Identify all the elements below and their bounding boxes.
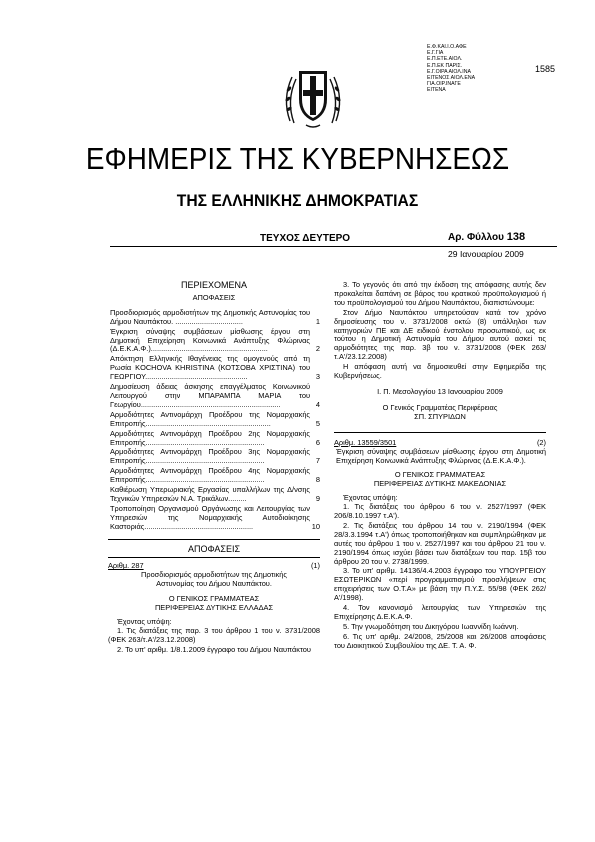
decision2-number: Αριθμ. 13559/3501 bbox=[334, 437, 397, 447]
contents-item-page: 8 bbox=[315, 475, 320, 485]
contents-item-text: Δημοσίευση άδειας άσκησης επαγγέλματος Κοινωνικού Λειτουργού στην ΜΠΑΡΑΜΠΑ ΜΑΡΙΑ του Γεωργίου.................................................................... bbox=[110, 382, 310, 409]
issue-date: 29 Ιανουαρίου 2009 bbox=[448, 249, 524, 259]
issue-series: ΤΕΥΧΟΣ ΔΕΥΤΕΡΟ bbox=[260, 233, 351, 244]
decision1-number: Αριθμ. 287 bbox=[108, 561, 144, 571]
decision1-authority-2: ΠΕΡΙΦΕΡΕΙΑΣ ΔΥΤΙΚΗΣ ΕΛΛΑΔΑΣ bbox=[154, 603, 274, 613]
contents-item-page: 3 bbox=[315, 372, 320, 382]
contents-item[interactable] bbox=[110, 383, 320, 410]
contents-item-page: 6 bbox=[315, 437, 320, 447]
contents-list bbox=[108, 309, 320, 532]
contents-item[interactable] bbox=[110, 309, 320, 327]
decision2-title: Έγκριση σύναψης συμβάσεων μίσθωσης έργου στη Δημοτική Επιχείρηση Κοινωνικά Ανάπτυξης Φλώρινας (Δ.Ε.Κ.Α.Φ.). bbox=[336, 446, 546, 465]
decision1-para-5: Η απόφαση αυτή να δημοσιευθεί στην Εφημερίδα της Κυβερνήσεως. bbox=[334, 362, 546, 381]
contents-heading: ΠΕΡΙΕΧΟΜΕΝΑ bbox=[180, 280, 247, 290]
contents-item[interactable] bbox=[110, 355, 320, 382]
contents-item-page: 4 bbox=[315, 399, 320, 409]
decision2-para-1: 1. Τις διατάξεις του άρθρου 6 του ν. 2527/1997 (ΦΕΚ 206/8.10.1997 τ.Α'). bbox=[334, 502, 546, 521]
right-column bbox=[334, 281, 546, 652]
publisher-note-line: Ε.Φ.ΚΑΙ.Ι.Ο.ΑΦΕ bbox=[427, 44, 467, 50]
decision2-para-6: 6. Τις υπ' αριθμ. 24/2008, 25/2008 και 26/2008 αποφάσεις του Διοικητικού Συμβουλίου της ΔΕ. Τ. Α. Φ. bbox=[334, 631, 546, 650]
publisher-note-line: ΓΙΑ.ΟΙΡ.ΙΝΑΓΕ bbox=[427, 81, 461, 88]
contents-item-page: 10 bbox=[311, 521, 320, 531]
contents-item-page: 2 bbox=[315, 344, 320, 354]
decision1-signer-name: ΣΠ. ΣΠΥΡΙΔΩΝ bbox=[414, 411, 466, 421]
contents-item[interactable] bbox=[110, 328, 320, 355]
decision2-para-4: 4. Τον κανονισμό λειτουργίας των Υπηρεσιών της Επιχείρησης Δ.Ε.Κ.Α.Φ. bbox=[334, 603, 546, 621]
contents-item-text: Απόκτηση Ελληνικής Ιθαγένειας της ομογενούς από τη Ρωσία KOCHOVA KHRISTINA (ΚΟΤΣΟΒΑ ΧΡΙΣΤΙΝΑ) του ΓΕΩΡΓΙΟΥ.................................................. bbox=[110, 354, 310, 382]
decision1-para-3: 3. Το γεγονός ότι από την έκδοση της απόφασης αυτής δεν προκαλείται δαπάνη σε βάρος του κρατικού προϋπολογισμού ή του προϋπολογισμού του Δήμου Ναυπάκτου, διαπιστώνουμε: bbox=[334, 280, 546, 307]
decision1-marker: (1) bbox=[310, 561, 320, 571]
issue-sheet-label: Αρ. Φύλλου bbox=[448, 232, 504, 243]
decision1-signer-title: Ο Γενικός Γραμματέας Περιφέρειας bbox=[382, 402, 498, 412]
decision1-authority-1: Ο ΓΕΝΙΚΟΣ ΓΡΑΜΜΑΤΕΑΣ bbox=[168, 594, 260, 604]
contents-item-text: Αρμοδιότητες Αντινομάρχη Προέδρου 2ης Νομαρχιακής Επιτροπής.......................................................... bbox=[110, 428, 310, 447]
decision2-intro: Έχοντας υπόψη: bbox=[343, 493, 398, 503]
masthead-title: ΕΦΗΜΕΡΙΣ ΤΗΣ ΚΥΒΕΡΝΗΣΕΩΣ bbox=[85, 141, 510, 176]
contents-item-text: Προσδιορισμός αρμοδιοτήτων της Δημοτικής Αστυνομίας του Δήμου Ναυπάκτου. ................................. bbox=[110, 307, 310, 326]
decision2-para-2: 2. Τις διατάξεις του άρθρου 14 του ν. 2190/1994 (ΦΕΚ 28/3.3.1994 τ.Α') όπως τροποποιήθηκαν και συμπληρώθηκαν με αυτές του άρθρου 1 του ν. 2527/1997 και του άρθρου 21 του ν. 2190/1994 όπως ισχύει βάσει των διατάξεων του παρ. 15β του άρθρου 20 του ν. 2738/1999. bbox=[334, 520, 546, 566]
contents-divider bbox=[108, 539, 320, 540]
contents-item-page: 7 bbox=[315, 456, 320, 466]
masthead-subtitle: ΤΗΣ ΕΛΛΗΝΙΚΗΣ ΔΗΜΟΚΡΑΤΙΑΣ bbox=[176, 191, 419, 210]
decision2-divider bbox=[334, 432, 546, 433]
decision1-intro: Έχοντας υπόψη: bbox=[117, 617, 172, 626]
contents-item[interactable] bbox=[110, 486, 320, 504]
decision2-marker: (2) bbox=[536, 437, 546, 447]
decision2-authority-1: Ο ΓΕΝΙΚΟΣ ΓΡΑΜΜΑΤΕΑΣ bbox=[394, 470, 486, 480]
decision1-place-date: Ι. Π. Μεσολογγίου 13 Ιανουαρίου 2009 bbox=[377, 386, 503, 396]
decision1-title: Προσδιορισμός αρμοδιοτήτων της Δημοτικής Αστυνομίας του Δήμου Ναυπάκτου. bbox=[141, 570, 287, 589]
contents-item-text: Αρμοδιότητες Αντινομάρχη Προέδρου 3ης Νομαρχιακής Επιτροπής.......................................................... bbox=[110, 447, 310, 466]
contents-item[interactable] bbox=[110, 411, 320, 429]
publisher-note-line: Ε.Γ.ΓΙΑ bbox=[427, 50, 444, 57]
issue-sheet-number: 138 bbox=[506, 231, 526, 243]
decision2-authority-2: ΠΕΡΙΦΕΡΕΙΑΣ ΔΥΤΙΚΗΣ ΜΑΚΕΔΟΝΙΑΣ bbox=[373, 479, 507, 489]
contents-item[interactable] bbox=[110, 467, 320, 485]
contents-item-text: Αρμοδιότητες Αντινομάρχη Προέδρου 4ης Νομαρχιακής Επιτροπής.......................................................... bbox=[110, 466, 310, 485]
contents-item-page: 1 bbox=[315, 316, 320, 326]
decision2-para-5: 5. Την γνωμοδότηση του Δικηγόρου Ιωαννίδη Ιωάννη. bbox=[343, 621, 519, 631]
decisions-heading: ΑΠΟΦΑΣΕΙΣ bbox=[187, 543, 241, 554]
contents-item-text: Έγκριση σύναψης συμβάσεων μίσθωσης έργου στη Δημοτική Επιχείρηση Κοινωνικά Ανάπτυξης Φλώρινας (Δ.Ε.Κ.Α.Φ.)......................................................... bbox=[110, 326, 310, 354]
contents-item-text: Αρμοδιότητες Αντινομάρχη Προέδρου της Νομαρχιακής Επιτροπής............................................................. bbox=[110, 409, 310, 428]
contents-item-page: 9 bbox=[315, 493, 320, 503]
decision1-para-4: Στον Δήμο Ναυπάκτου υπηρετούσαν κατά τον χρόνο δημοσίευσης του ν. 3731/2008 οκτώ (8) υπάλληλοι των κατηγοριών ΠΕ και ΔΕ ειδικού ένστολου προσωπικού, ως εκ τούτου η Δημοτική Αστυνομία του Δήμου αυτού ασκεί τις αρμοδιότητες της παρ. 3β του ν. 3731/2008 (ΦΕΚ 263/τ.Α'/23.12.2008) bbox=[334, 307, 546, 362]
publisher-note-line: Ε.Π.ΕΤΕ.ΑΙΟΛ. bbox=[427, 56, 463, 63]
left-column bbox=[108, 281, 320, 656]
publisher-note bbox=[427, 44, 497, 94]
issue-rule bbox=[110, 246, 557, 247]
decision2-para-3: 3. Το υπ' αριθμ. 14136/4.4.2003 έγγραφο του ΥΠΟΥΡΓΕΙΟΥ ΕΣΩΤΕΡΙΚΩΝ «περί προγραμματισμού προσλήψεων στις επιχειρήσεις των Ο.Τ.Α» με βάση την Π.Υ.Σ. 55/98 (ΦΕΚ 262/Α'/1998). bbox=[334, 566, 546, 603]
coat-of-arms-emblem bbox=[280, 63, 346, 131]
publisher-note-line: Ε.Π.ΕΚ ΠΑΡΙΣ. bbox=[427, 62, 463, 69]
contents-item[interactable] bbox=[110, 505, 320, 532]
contents-item-text: Καθιέρωση Υπερωριακής Εργασίας υπαλλήλων της Δ/νσης Τεχνικών Υπηρεσιών Ν.Α. Τρικάλων......... bbox=[110, 485, 310, 503]
decision1-para-1: 1. Τις διατάξεις της παρ. 3 του άρθρου 1 του ν. 3731/2008 (ΦΕΚ 263/τ.Α'/23.12.2008) bbox=[108, 625, 320, 644]
contents-item-page: 5 bbox=[315, 418, 320, 428]
contents-subheading: ΑΠΟΦΑΣΕΙΣ bbox=[192, 292, 236, 302]
decision1-para-2: 2. Το υπ' αριθμ. 1/8.1.2009 έγγραφο του Δήμου Ναυπάκτου bbox=[117, 644, 311, 654]
publisher-note-line: ΕΙΤΕΝΟΣ ΑΙΟΛ.ΕΝΑ bbox=[427, 75, 476, 82]
publisher-note-line: Ε.Γ.ΟΙΡΑ ΑΙΟΛ.ΙΝΑ bbox=[427, 68, 471, 75]
publisher-note-line: ΕΙΤΕΝΑ bbox=[427, 87, 446, 94]
issue-sheet bbox=[448, 231, 525, 243]
contents-item[interactable] bbox=[110, 448, 320, 466]
contents-item[interactable] bbox=[110, 430, 320, 448]
decisions-divider bbox=[108, 557, 320, 558]
page-number: 1585 bbox=[535, 64, 556, 74]
contents-item-text: Τροποποίηση Οργανισμού Οργάνωσης και Λειτουργίας των Υπηρεσιών της Νομαρχιακής Αυτοδιοίκησης Καστοριάς..................................................... bbox=[110, 503, 310, 531]
